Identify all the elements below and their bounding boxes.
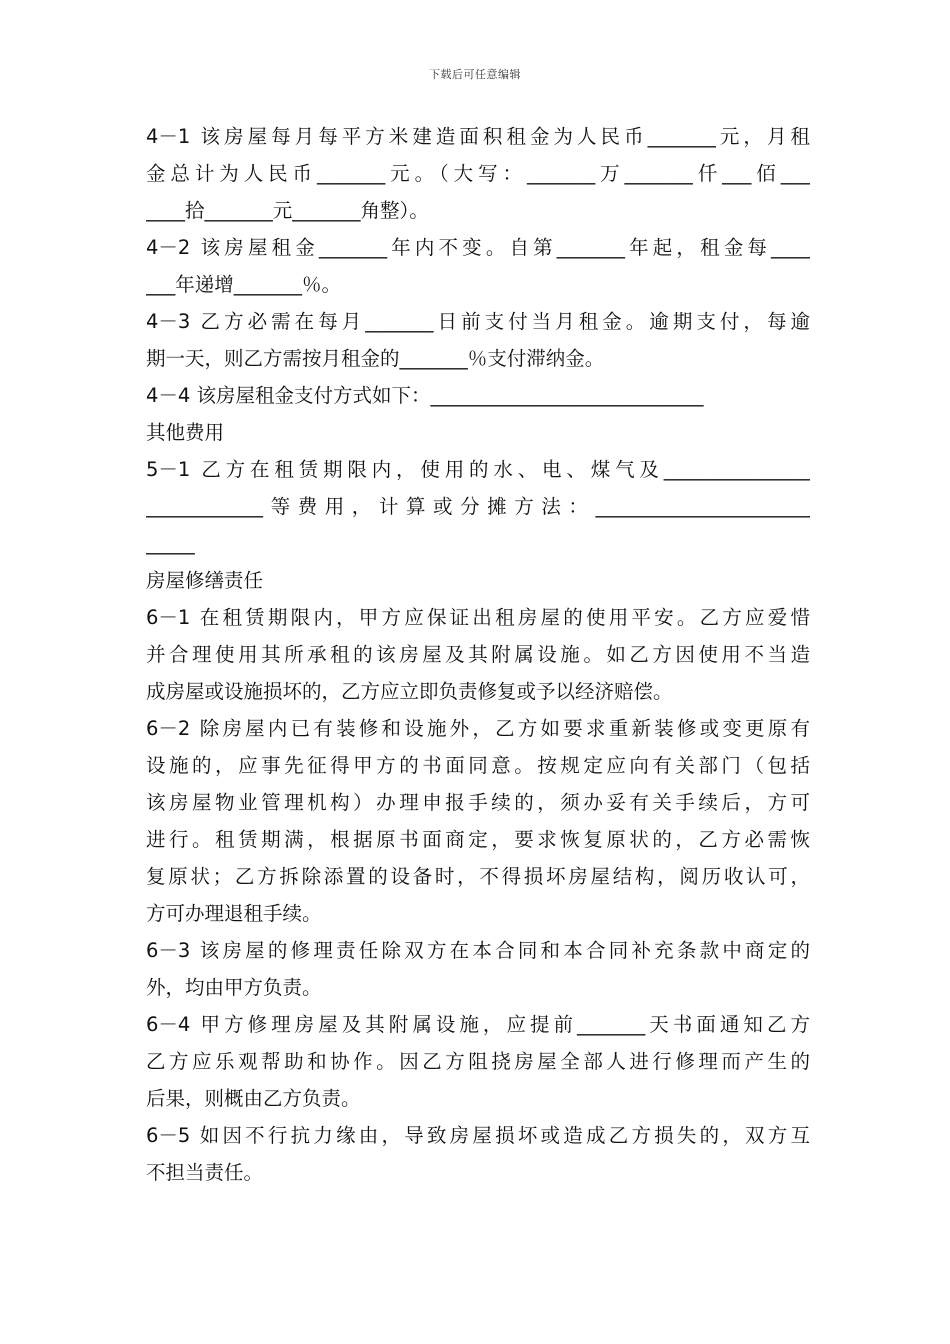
text-line: 4－1 该房屋每月每平方米建造面积租金为人民币_______元，月租	[146, 125, 810, 148]
text-line: _____	[146, 532, 195, 555]
text-line: 乙方应乐观帮助和协作。因乙方阻挠房屋全部人进行修理而产生的	[146, 1050, 810, 1073]
text-line: 4－3 乙方必需在每月_______日前支付当月租金。逾期支付，每逾	[146, 310, 810, 333]
text-line: ____拾_______元_______角整）。	[146, 199, 429, 222]
text-line: 外，均由甲方负责。	[146, 976, 322, 999]
text-line: 期一天，则乙方需按月租金的_______％支付滞纳金。	[146, 347, 605, 370]
text-line: 5－1 乙方在租赁期限内，使用的水、电、煤气及_______________	[146, 458, 810, 481]
text-line: 该房屋物业管理机构）办理申报手续的，须办妥有关手续后，方可	[146, 791, 810, 814]
text-line: ____________等费用，计算或分摊方法：______________________	[146, 495, 810, 518]
text-line: 6－1 在租赁期限内，甲方应保证出租房屋的使用平安。乙方应爱惜	[146, 606, 810, 629]
text-line: 金总计为人民币_______元。（大写：_______万_______仟___佰___	[146, 162, 810, 185]
text-line: 成房屋或设施损坏的，乙方应立即负责修复或予以经济赔偿。	[146, 680, 673, 703]
text-line: 方可办理退租手续。	[146, 902, 322, 925]
text-line: 6－3 该房屋的修理责任除双方在本合同和本合同补充条款中商定的	[146, 939, 810, 962]
text-line: 6－4 甲方修理房屋及其附属设施，应提前_______天书面通知乙方	[146, 1013, 810, 1036]
text-line: 4－2 该房屋租金_______年内不变。自第_______年起，租金每____	[146, 236, 810, 259]
text-line: ___年递增_______％。	[146, 273, 342, 296]
page-header: 下载后可任意编辑	[429, 68, 521, 81]
document-body	[146, 118, 810, 1191]
text-line: 4－4 该房屋租金支付方式如下：____________________________	[146, 384, 704, 407]
text-line: 进行。租赁期满，根据原书面商定，要求恢复原状的，乙方必需恢	[146, 828, 810, 851]
text-line: 6－2 除房屋内已有装修和设施外，乙方如要求重新装修或变更原有	[146, 717, 810, 740]
text-line: 并合理使用其所承租的该房屋及其附属设施。如乙方因使用不当造	[146, 643, 810, 666]
text-line: 设施的，应事先征得甲方的书面同意。按规定应向有关部门（包括	[146, 754, 810, 777]
text-line: 复原状；乙方拆除添置的设备时，不得损坏房屋结构，阅历收认可，	[146, 865, 810, 888]
text-line: 其他费用	[146, 421, 225, 444]
text-line: 房屋修缮责任	[146, 569, 264, 592]
text-line: 6－5 如因不行抗力缘由，导致房屋损坏或造成乙方损失的，双方互	[146, 1124, 810, 1147]
text-line: 后果，则概由乙方负责。	[146, 1087, 361, 1110]
text-line: 不担当责任。	[146, 1161, 264, 1184]
